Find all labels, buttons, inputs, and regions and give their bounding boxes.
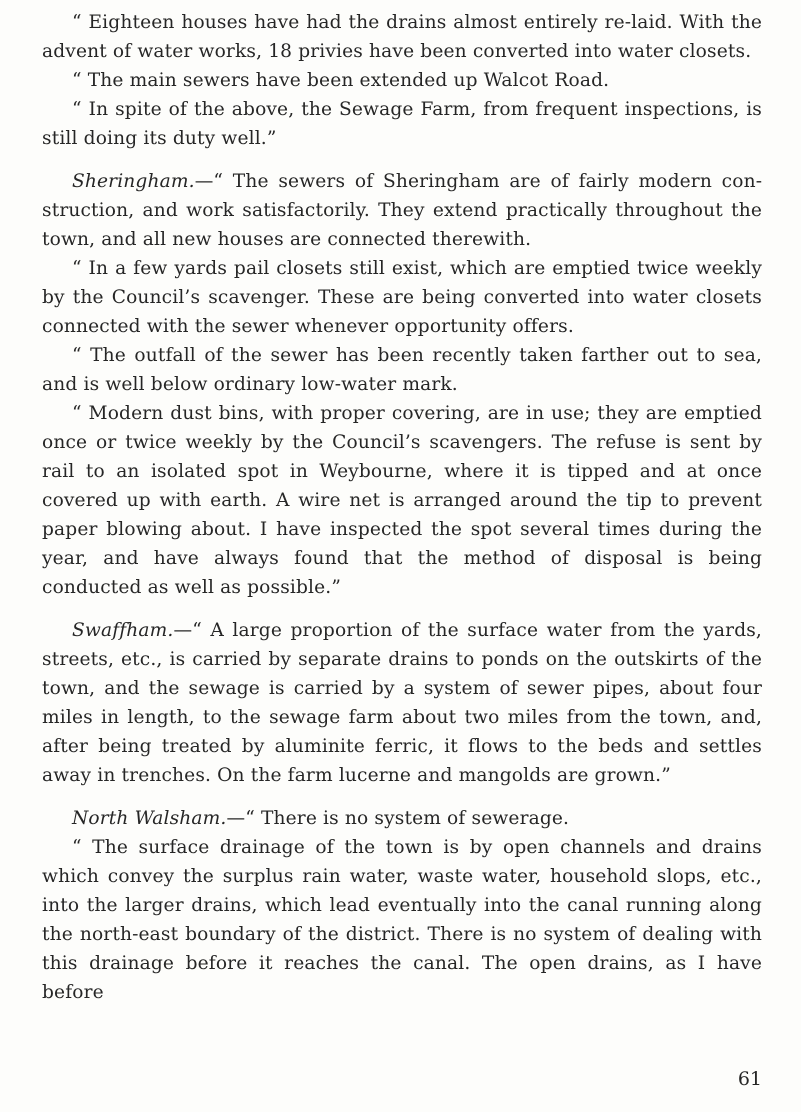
paragraph-text: —“ There is no system of sewerage. — [226, 808, 570, 829]
paragraph — [42, 399, 762, 602]
paragraph-text: “ In spite of the above, the Sewage Farm, from frequent inspections, is still doing its duty well.” — [42, 99, 762, 149]
paragraph — [42, 616, 762, 790]
paragraph-text: —“ A large proportion of the surface water from the yards, streets, etc., is carried by separate drains to ponds on the outskirts of the town, and the sewage is carried by a system of sewer pipes, about four miles in length, to the sewage farm about two miles from the town, and, after being treated by aluminite ferric, it flows to the beds and settles away in trenches. On the farm lucerne and mangolds are grown.” — [42, 620, 762, 786]
paragraph-text: “ The surface drainage of the town is by open channels and drains which convey the surplus rain water, waste water, household slops, etc., into the larger drains, which lead eventually into the canal running along the north-east boundary of the district. There is no system of dealing with this drainage before it reaches the canal. The open drains, as I have before — [42, 837, 762, 1003]
paragraph — [42, 95, 762, 153]
paragraph-text: “ In a few yards pail closets still exist, which are emptied twice weekly by the Council’s scavenger. These are being converted into water closets connected with the sewer whenever opportunity offers. — [42, 258, 762, 337]
paragraph — [42, 254, 762, 341]
body-text — [42, 8, 762, 1007]
paragraph-text: —“ The sewers of Sheringham are of fairly modern construction, and work satisfactorily. They extend practically throughout the town, and all new houses are connected therewith. — [42, 171, 762, 250]
paragraph — [42, 167, 762, 254]
place-heading: North Walsham. — [72, 808, 227, 829]
paragraph — [42, 66, 762, 95]
paragraph-text: “ The outfall of the sewer has been recently taken farther out to sea, and is well below ordinary low-water mark. — [42, 345, 762, 395]
page-number: 61 — [737, 1068, 762, 1090]
paragraph-text: “ Modern dust bins, with proper covering, are in use; they are emptied once or twice weekly by the Council’s scavengers. The refuse is sent by rail to an isolated spot in Weybourne, where it is tipped and at once covered up with earth. A wire net is arranged around the tip to prevent paper blowing about. I have inspected the spot several times during the year, and have always found that the method of disposal is being conducted as well as possible.” — [42, 403, 762, 598]
paragraph — [42, 804, 762, 833]
paragraph — [42, 833, 762, 1007]
place-heading: Sheringham. — [72, 171, 195, 192]
paragraph — [42, 8, 762, 66]
paragraph-text: “ The main sewers have been extended up Walcot Road. — [72, 70, 610, 91]
paragraph-text: “ Eighteen houses have had the drains almost entirely re-laid. With the advent of water works, 18 privies have been converted into water closets. — [42, 12, 762, 62]
paragraph — [42, 341, 762, 399]
place-heading: Swaffham. — [72, 620, 174, 641]
